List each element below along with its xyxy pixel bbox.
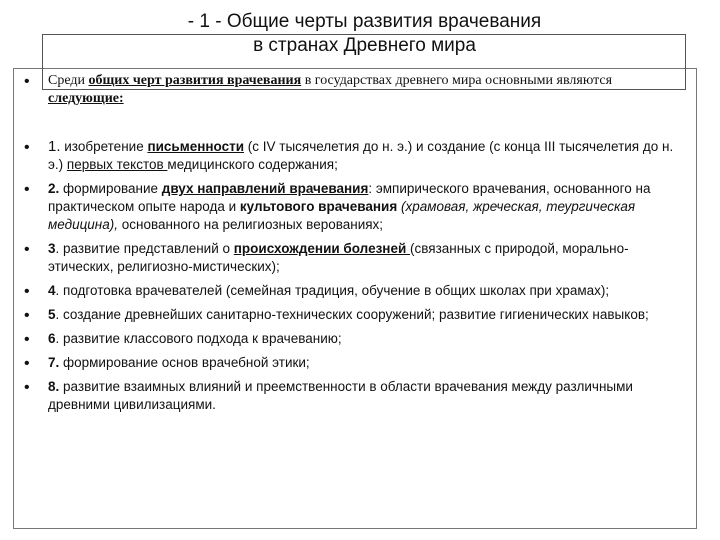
item-part: формирование <box>59 181 162 196</box>
item-emphasis: двух направлений врачевания <box>161 181 369 196</box>
intro-emphasis: следующие: <box>48 91 124 106</box>
item-number: 1. <box>48 138 61 155</box>
item-number: 5 <box>48 307 56 322</box>
item-text <box>48 354 680 372</box>
item-text <box>48 306 680 324</box>
list-item-1 <box>20 138 680 174</box>
title-line-1: - 1 - Общие черты развития врачевания <box>187 11 542 32</box>
item-part: (связанных с природой, морально-этических, религиозно-мистических); <box>48 241 629 274</box>
item-number: 3 <box>48 241 56 256</box>
item-number: 8. <box>48 379 60 394</box>
title-line-2: в странах Древнего мира <box>253 35 476 56</box>
bullet-icon: • <box>24 241 30 258</box>
item-emphasis: происхождении болезней <box>233 241 411 256</box>
item-part: (с IV тысячелетия до н. э.) и создание (с конца III тысячелетия до н. э.) <box>48 139 674 172</box>
list-item-6 <box>20 330 680 348</box>
list-item-3 <box>20 240 680 276</box>
bullet-icon: • <box>24 331 30 348</box>
item-part: . создание древнейших санитарно-технических сооружений; развитие гигиенических навыков; <box>55 307 649 322</box>
list-item-4 <box>20 282 680 300</box>
item-part: . подготовка врачевателей (семейная традиция, обучение в общих школах при храмах); <box>55 283 610 298</box>
item-part: основанного на религиозных верованиях; <box>118 217 384 232</box>
bullet-icon: • <box>24 379 30 396</box>
item-part: изобретение <box>60 139 148 154</box>
intro-text <box>48 72 680 108</box>
item-emphasis: письменности <box>147 139 245 154</box>
list-item-5 <box>20 306 680 324</box>
item-text <box>48 282 680 300</box>
item-number: 7. <box>48 355 60 370</box>
item-text <box>48 378 680 414</box>
item-number: 6 <box>48 331 56 346</box>
list-item-8 <box>20 378 680 414</box>
item-underline: первых текстов <box>66 157 168 172</box>
item-text <box>48 240 680 276</box>
bullet-icon: • <box>24 181 30 198</box>
bullet-icon: • <box>24 355 30 372</box>
item-part: : эмпирического врачевания, основанного на практическом опыте народа и <box>48 181 651 214</box>
intro-emphasis: общих черт развития врачевания <box>88 73 302 88</box>
bullet-icon: • <box>24 139 30 156</box>
bullet-icon: • <box>24 307 30 324</box>
item-part: . развитие классового подхода к врачеванию; <box>55 331 342 346</box>
intro-part: в государствах древнего мира основными являются <box>301 73 613 88</box>
intro-part: Среди <box>48 73 89 88</box>
bullet-icon: • <box>24 73 30 90</box>
item-text <box>48 330 680 348</box>
list-item-2 <box>20 180 680 234</box>
item-part: . развитие представлений о <box>55 241 234 256</box>
features-list <box>20 72 680 414</box>
item-part: медицинского содержания; <box>167 157 338 172</box>
list-item-intro <box>20 72 680 108</box>
item-number: 2. <box>48 181 60 196</box>
item-italic: (храмовая, жреческая, теургическая медицина), <box>48 199 636 232</box>
item-number: 4 <box>48 283 56 298</box>
item-bold: культового врачевания <box>239 199 398 214</box>
bullet-icon: • <box>24 283 30 300</box>
item-text <box>48 138 680 174</box>
item-part: формирование основ врачебной этики; <box>59 355 310 370</box>
item-part: развитие взаимных влияний и преемственности в области врачевания между различными древними цивилизациями. <box>48 379 633 412</box>
list-item-7 <box>20 354 680 372</box>
item-text <box>48 180 680 234</box>
